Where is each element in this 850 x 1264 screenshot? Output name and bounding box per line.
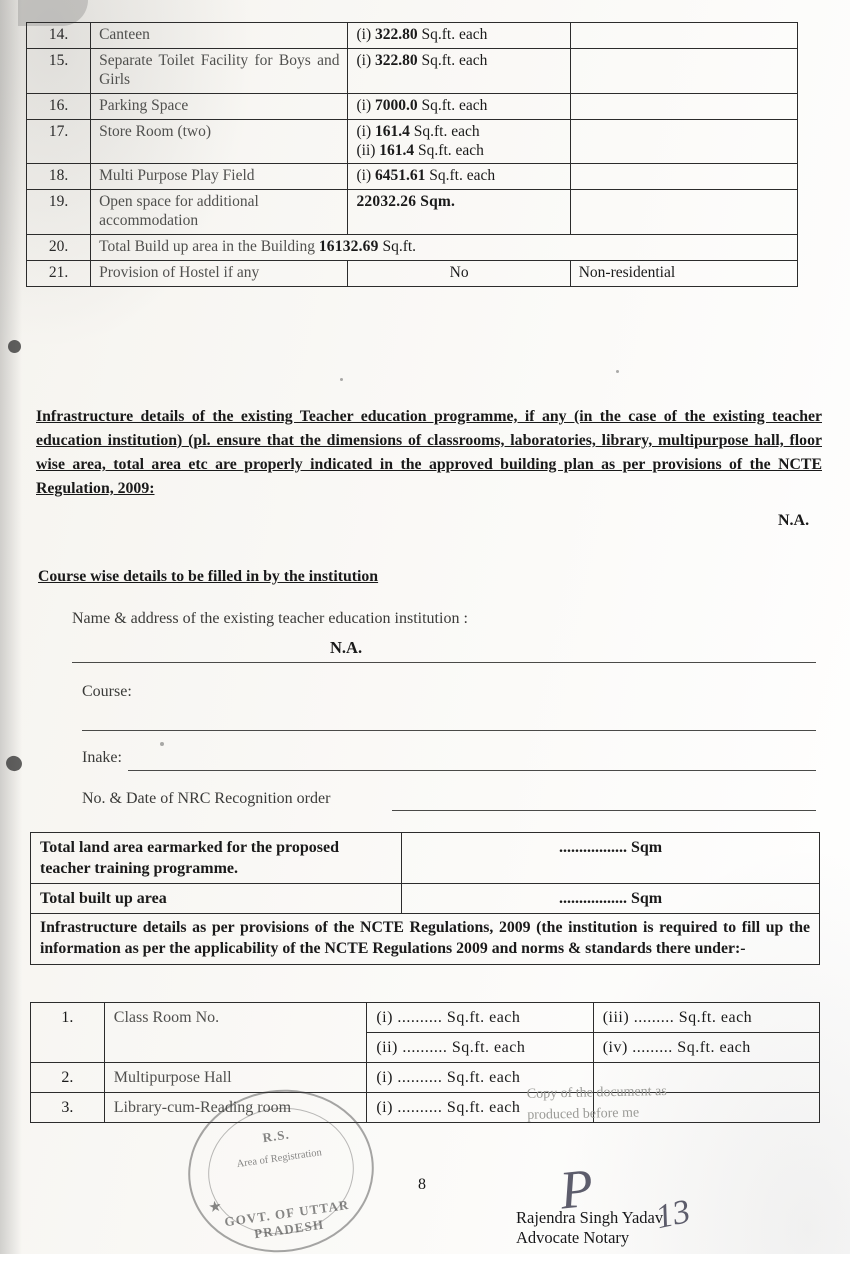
name-address-rule <box>72 662 816 663</box>
row-value: 22032.26 Sqm. <box>348 190 570 235</box>
table-row-hostel <box>27 261 798 287</box>
row-value <box>348 23 570 49</box>
infrastructure-details-paragraph: Infrastructure details of the existing Teacher education programme, if any (in the case of the existing teacher education institution) (pl. ensure that the dimensions of classrooms, laboratories, library, multipurpose hall, floor wise area, total area etc are properly indicated in the approved building plan as per provisions of the NCTE Regulation, 2009: <box>36 408 822 497</box>
table-row <box>31 833 820 884</box>
stamp-top-text: R.S. <box>261 1126 291 1146</box>
row-item: Separate Toilet Facility for Boys and Girls <box>91 48 348 93</box>
total-built-value: ................. Sqm <box>402 884 820 914</box>
row-value-2: (ii) .......... Sq.ft. each <box>367 1033 593 1063</box>
row-number: 20. <box>27 235 91 261</box>
row-extra <box>570 48 797 93</box>
scan-speck <box>160 742 164 746</box>
ncte-note: Infrastructure details as per provisions of the NCTE Regulations, 2009 (the institution is required to fill up the information as per the applicability of the NCTE Regulations 2009 and norms & standards there under:- <box>31 914 820 965</box>
row-item: Class Room No. <box>104 1003 367 1063</box>
table-row <box>27 48 798 93</box>
intake-rule <box>128 770 816 771</box>
total-land-value: ................. Sqm <box>402 833 820 884</box>
row-item: Library-cum-Reading room <box>104 1093 367 1123</box>
total-built-label: Total built up area <box>31 884 402 914</box>
row-value-4: (iv) ......... Sq.ft. each <box>593 1033 819 1063</box>
table-row <box>27 119 798 164</box>
row-item: Multi Purpose Play Field <box>91 164 348 190</box>
signature-mark: P <box>556 1157 597 1221</box>
nrc-order-label: No. & Date of NRC Recognition order <box>82 790 331 807</box>
row-number: 2. <box>31 1063 105 1093</box>
value-line: (i) 161.4 Sq.ft. each <box>356 122 480 140</box>
course-label: Course: <box>82 683 132 700</box>
row-item: Open space for additional accommodation <box>91 190 348 235</box>
row-value-1: (i) .......... Sq.ft. each <box>367 1093 593 1123</box>
scan-edge-shadow <box>0 0 22 1254</box>
row-item: Multipurpose Hall <box>104 1063 367 1093</box>
total-built-up-row <box>91 235 798 261</box>
name-address-value: N.A. <box>330 638 363 657</box>
table-row <box>27 164 798 190</box>
course-details-heading: Course wise details to be filled in by the institution <box>38 568 379 585</box>
table-row <box>27 23 798 49</box>
row-number: 3. <box>31 1093 105 1123</box>
infrastructure-na-value: N.A. <box>778 512 810 529</box>
table-row <box>31 884 820 914</box>
facilities-table <box>26 22 798 287</box>
scan-speck <box>616 370 619 373</box>
ncte-infrastructure-table <box>30 832 820 965</box>
row-value-1: (i) .......... Sq.ft. each <box>367 1063 593 1093</box>
total-land-label: Total land area earmarked for the proposed teacher training programme. <box>31 833 402 884</box>
total-unit: Sq.ft. <box>382 238 417 256</box>
page-number: 8 <box>418 1176 426 1193</box>
scan-speck <box>8 340 21 353</box>
total-value: 16132.69 <box>318 238 379 256</box>
row-number: 19. <box>27 190 91 235</box>
row-extra <box>570 23 797 49</box>
row-number: 14. <box>27 23 91 49</box>
row-value: (i) 7000.0 Sq.ft. each <box>348 93 570 119</box>
row-item: Store Room (two) <box>91 119 348 164</box>
value-line: (i) 322.80 Sq.ft. each <box>356 26 488 43</box>
row-number: 17. <box>27 119 91 164</box>
table-row <box>31 1003 820 1033</box>
row-number: 18. <box>27 164 91 190</box>
scan-speck <box>340 378 343 381</box>
row-value: (i) 322.80 Sq.ft. each <box>348 48 570 93</box>
value-line: (ii) 161.4 Sq.ft. each <box>356 141 484 159</box>
row-number: 21. <box>27 261 91 287</box>
row-number: 1. <box>31 1003 105 1063</box>
row-extra <box>570 164 797 190</box>
row-number: 15. <box>27 48 91 93</box>
table-row-total <box>27 235 798 261</box>
row-number: 16. <box>27 93 91 119</box>
name-address-label: Name & address of the existing teacher education institution : <box>72 610 468 627</box>
stamp-middle-text: Area of Registration <box>236 1147 323 1171</box>
notary-title: Advocate Notary <box>516 1228 630 1247</box>
course-rule <box>82 730 816 731</box>
signature-date-mark: 13 <box>652 1192 694 1237</box>
row-extra: Non-residential <box>570 261 797 287</box>
row-item: Parking Space <box>91 93 348 119</box>
table-row <box>31 914 820 965</box>
row-value-3: (iii) ......... Sq.ft. each <box>593 1003 819 1033</box>
stamp-bottom-text: GOVT. OF UTTAR PRADESH <box>223 1196 351 1242</box>
row-extra <box>570 93 797 119</box>
row-value <box>348 119 570 164</box>
row-value-1: (i) .......... Sq.ft. each <box>367 1003 593 1033</box>
row-extra <box>570 190 797 235</box>
total-label: Total Build up area in the Building <box>99 238 315 256</box>
row-item: Canteen <box>91 23 348 49</box>
notary-name: Rajendra Singh Yadav <box>516 1208 664 1227</box>
table-row <box>27 93 798 119</box>
intake-label: Inake: <box>82 749 122 766</box>
row-value: No <box>348 261 570 287</box>
row-value: (i) 6451.61 Sq.ft. each <box>348 164 570 190</box>
attestation-text: Copy of the document as produced before me <box>526 1083 667 1123</box>
row-item: Provision of Hostel if any <box>91 261 348 287</box>
nrc-order-rule <box>392 810 816 811</box>
row-extra <box>570 119 797 164</box>
table-row <box>27 190 798 235</box>
star-icon: ★ <box>207 1198 223 1217</box>
